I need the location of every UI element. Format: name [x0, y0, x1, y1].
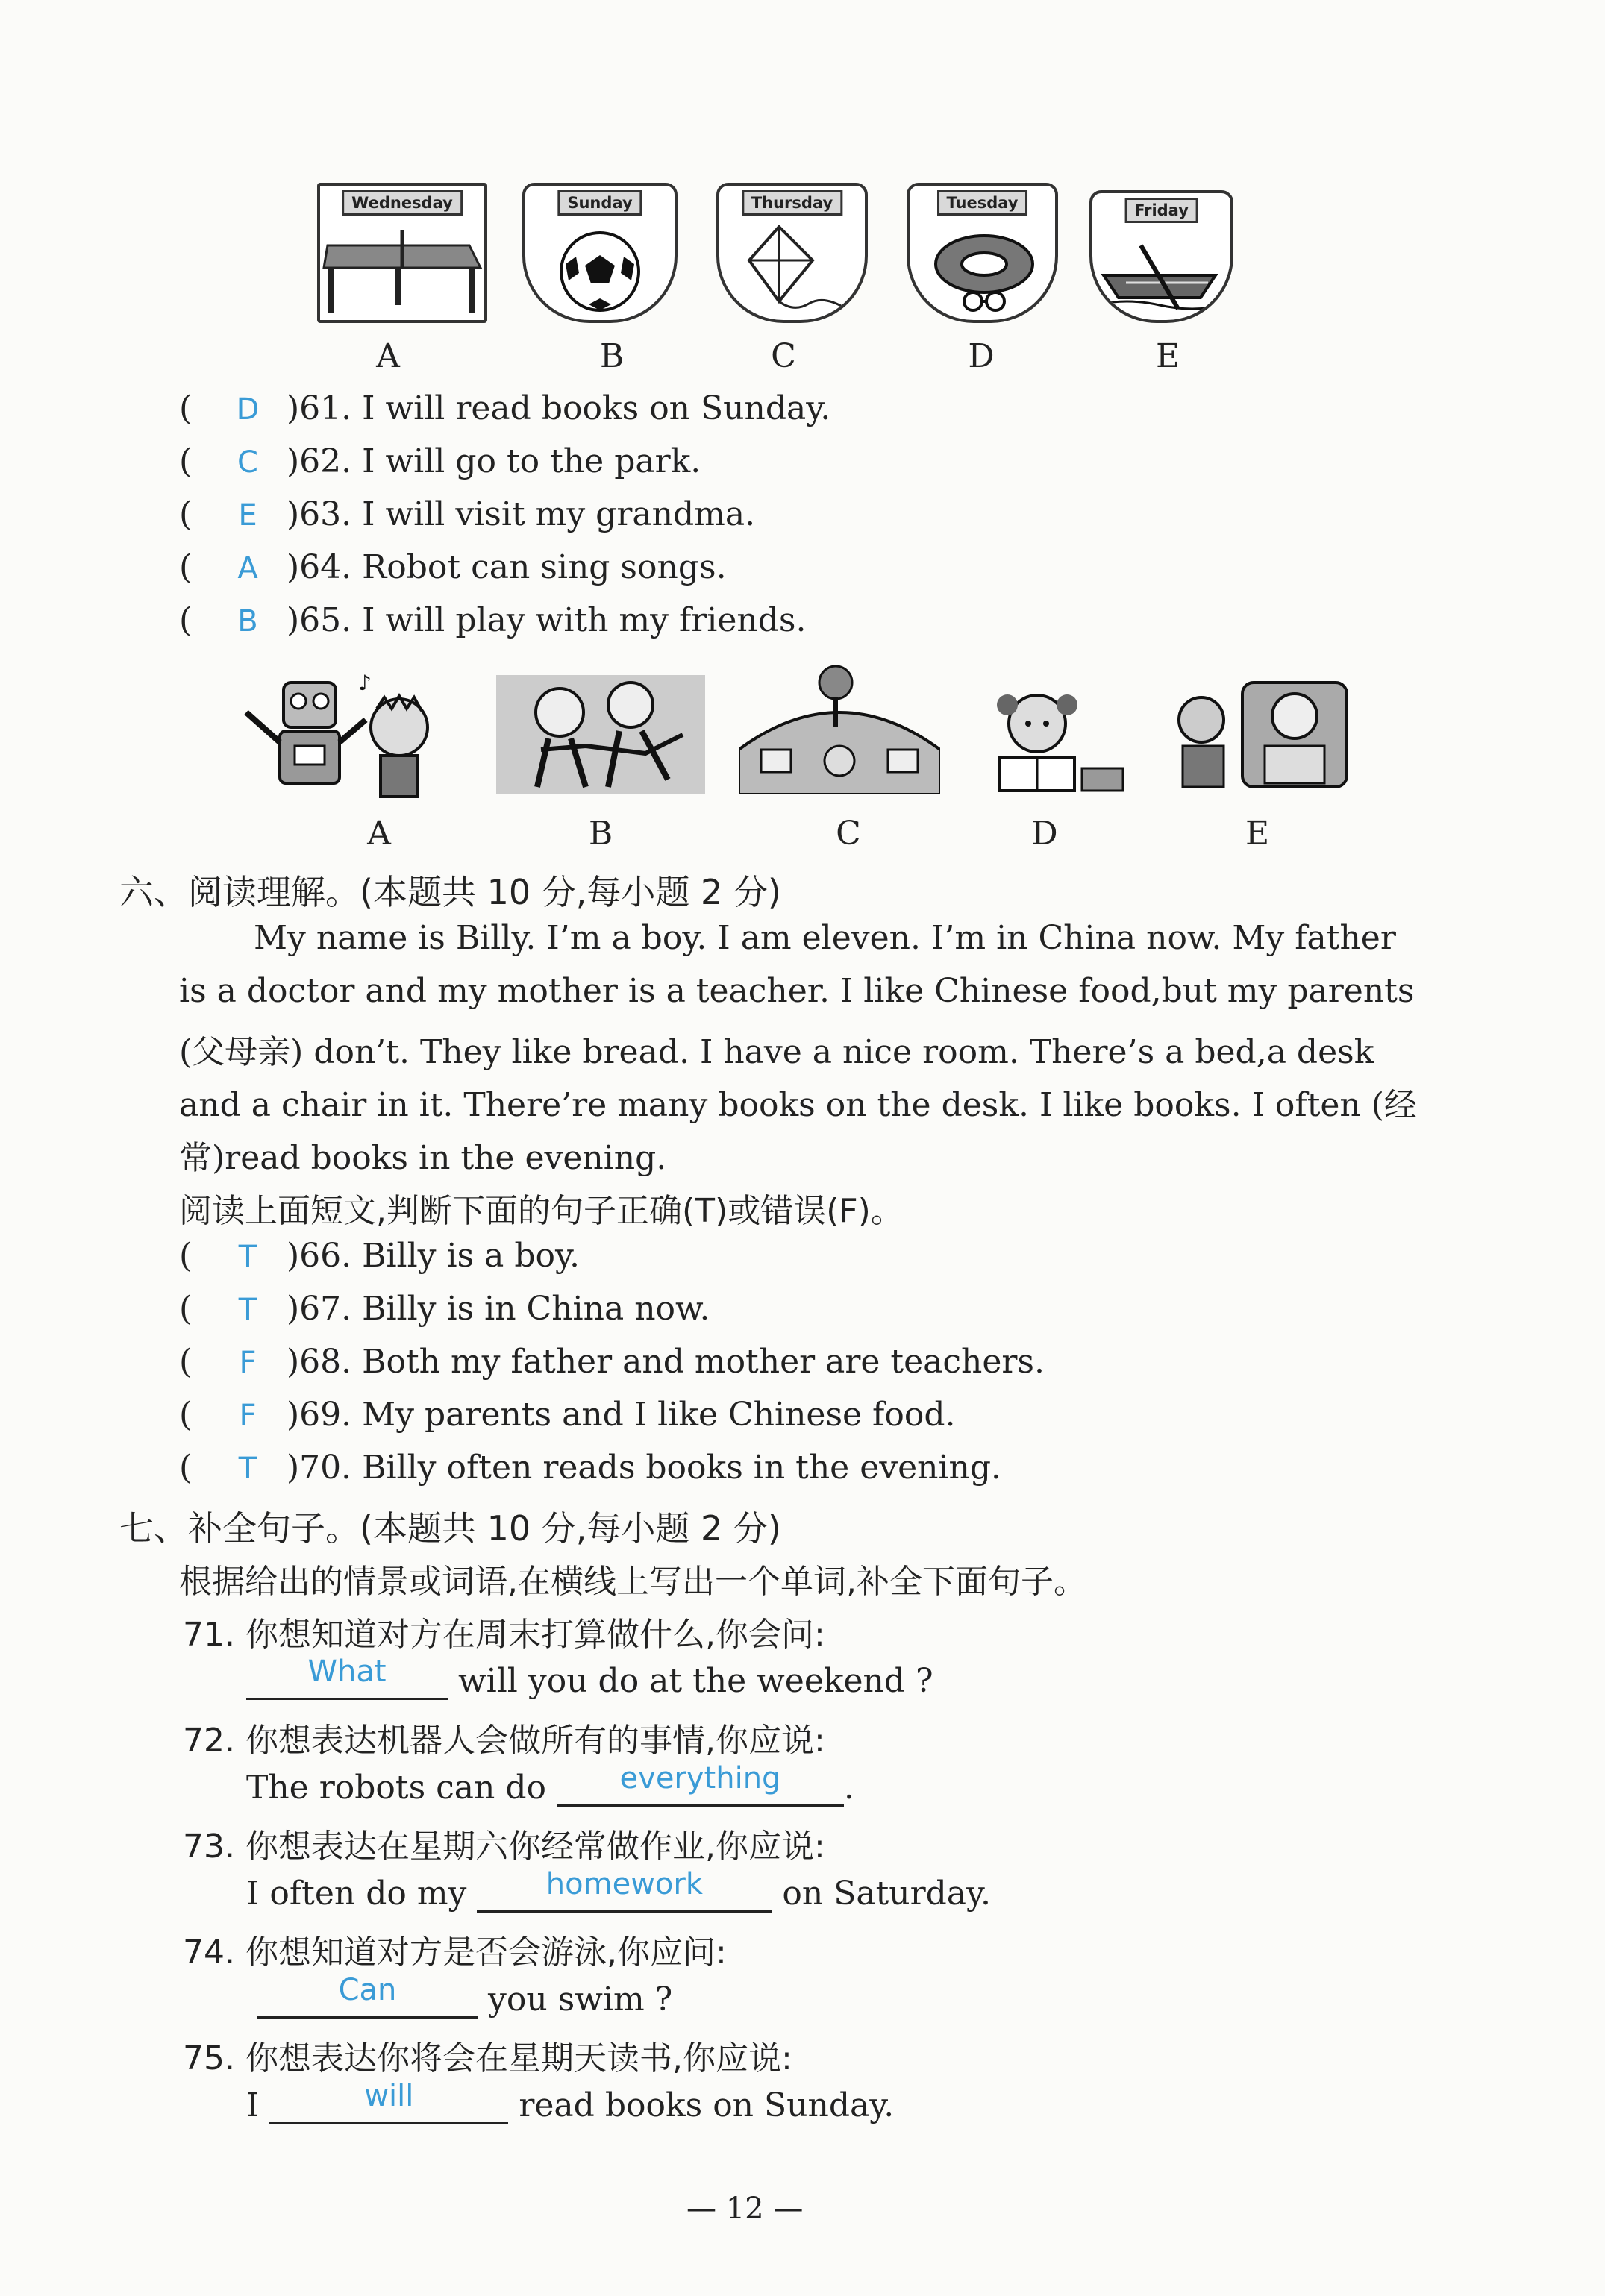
picture-sunday-ball: [522, 183, 678, 323]
paren: (: [179, 548, 193, 586]
blank-71: [246, 1654, 448, 1700]
question-text: )69. My parents and I like Chinese food.: [287, 1396, 956, 1434]
paren: (: [179, 1290, 193, 1328]
park-picture: [739, 660, 940, 794]
answer-62: C: [237, 445, 258, 480]
blank-72: [557, 1761, 844, 1807]
answer-70: T: [238, 1452, 257, 1486]
passage-line-2: is a doctor and my mother is a teacher. I like Chinese food,but my parents: [179, 972, 1415, 1010]
paren: (: [179, 495, 193, 533]
paren: (: [179, 389, 193, 427]
paren: (: [179, 442, 193, 480]
sentence-after: will you do at the weekend ?: [448, 1662, 933, 1700]
question-text: )61. I will read books on Sunday.: [287, 389, 831, 427]
picture-letter-b: B: [599, 337, 625, 375]
question-text: )66. Billy is a boy.: [287, 1237, 581, 1275]
robot-singing-picture: [239, 668, 463, 802]
paren: (: [179, 1343, 193, 1381]
question-text: )65. I will play with my friends.: [287, 601, 807, 639]
sentence-71: [246, 1654, 933, 1700]
girl-reading-picture: [977, 686, 1127, 798]
picture-letter-e: E: [1155, 337, 1180, 375]
svg-text:♪: ♪: [358, 671, 372, 695]
question-70: [179, 1449, 1001, 1487]
question-69: [179, 1396, 955, 1434]
paren: (: [179, 1396, 193, 1434]
answer-73: homework: [545, 1867, 703, 1901]
sentence-before: The robots can do: [246, 1769, 557, 1807]
prompt-72: 72. 你想表达机器人会做所有的事情,你应说:: [183, 1722, 825, 1760]
blank-75: [269, 2079, 508, 2124]
question-text: )64. Robot can sing songs.: [287, 548, 727, 586]
sentence-after: .: [843, 1769, 854, 1807]
picture-wednesday-table: [317, 183, 487, 323]
prompt-75: 75. 你想表达你将会在星期天读书,你应说:: [183, 2039, 792, 2077]
sentence-75: [246, 2079, 895, 2124]
picture-letter-c: C: [771, 337, 796, 375]
paren: (: [179, 1449, 193, 1487]
blank-74: [257, 1973, 478, 2019]
answer-69: F: [239, 1399, 257, 1433]
prompt-71: 71. 你想知道对方在周末打算做什么,你会问:: [183, 1616, 825, 1654]
answer-66: T: [238, 1240, 257, 1274]
question-63: [179, 495, 755, 533]
boat-icon: [1096, 234, 1223, 316]
question-61: [179, 389, 830, 427]
day-tag: Sunday: [557, 190, 642, 216]
section-7-heading: 七、补全句子。(本题共 10 分,每小题 2 分): [119, 1508, 781, 1549]
question-66: [179, 1237, 580, 1275]
question-text: )70. Billy often reads books in the evening.: [287, 1449, 1002, 1487]
answer-72: everything: [619, 1761, 781, 1795]
sentence-before: I often do my: [246, 1875, 478, 1913]
passage-line-3: (父母亲) don’t. They like bread. I have a nice room. There’s a bed,a desk: [179, 1033, 1374, 1071]
day-tag: Tuesday: [937, 190, 1028, 216]
visit-grandma-picture: [1160, 675, 1354, 798]
day-tag: Friday: [1124, 198, 1198, 223]
question-67: [179, 1290, 710, 1328]
day-tag: Wednesday: [342, 190, 463, 216]
section-6-instruction: 阅读上面短文,判断下面的句子正确(T)或错误(F)。: [179, 1192, 904, 1230]
answer-67: T: [238, 1293, 257, 1327]
picture-letter-d: D: [968, 337, 995, 375]
picture-letter-d: D: [1031, 815, 1058, 853]
answer-71: What: [307, 1654, 387, 1689]
page-number: — 12 —: [686, 2192, 804, 2226]
answer-65: B: [237, 604, 258, 639]
sentence-after: on Saturday.: [772, 1875, 992, 1913]
passage-line-5: 常)read books in the evening.: [179, 1139, 667, 1177]
picture-letter-a: A: [376, 337, 400, 375]
answer-74: Can: [338, 1973, 397, 2007]
picture-letter-a: A: [367, 815, 391, 853]
answer-68: F: [239, 1346, 257, 1380]
answer-64: A: [237, 551, 258, 586]
question-text: )67. Billy is in China now.: [287, 1290, 710, 1328]
question-text: )68. Both my father and mother are teachers.: [287, 1343, 1045, 1381]
sentence-after: read books on Sunday.: [508, 2086, 895, 2124]
picture-thursday-kite: [716, 183, 868, 323]
sentence-73: [246, 1867, 992, 1913]
children-playing-picture: [496, 675, 705, 794]
paren: (: [179, 1237, 193, 1275]
prompt-73: 73. 你想表达在星期六你经常做作业,你应说:: [183, 1828, 825, 1866]
day-tag: Thursday: [742, 190, 842, 216]
picture-friday-boat: [1089, 190, 1233, 323]
sentence-after: you swim ?: [478, 1980, 673, 2019]
question-text: )62. I will go to the park.: [287, 442, 701, 480]
kite-icon: [734, 223, 854, 316]
answer-63: E: [238, 498, 257, 533]
picture-letter-e: E: [1245, 815, 1270, 853]
question-68: [179, 1343, 1045, 1381]
soccer-ball-icon: [555, 227, 645, 316]
passage-line-4: and a chair in it. There’re many books on the desk. I like books. I often (经: [179, 1086, 1417, 1124]
question-65: [179, 601, 806, 639]
section-7-instruction: 根据给出的情景或词语,在横线上写出一个单词,补全下面句子。: [179, 1563, 1086, 1601]
section-6-heading: 六、阅读理解。(本题共 10 分,每小题 2 分): [119, 872, 781, 912]
sentence-72: [246, 1761, 854, 1807]
question-text: )63. I will visit my grandma.: [287, 495, 756, 533]
swim-ring-icon: [924, 227, 1044, 316]
answer-75: will: [364, 2079, 414, 2113]
passage-line-1: My name is Billy. I’m a boy. I am eleven. I’m in China now. My father: [254, 919, 1396, 957]
question-62: [179, 442, 701, 480]
picture-tuesday-swim-ring: [907, 183, 1058, 323]
paren: (: [179, 601, 193, 639]
blank-73: [477, 1867, 772, 1913]
prompt-74: 74. 你想知道对方是否会游泳,你应问:: [183, 1933, 727, 1972]
sentence-74: [257, 1973, 673, 2019]
question-64: [179, 548, 727, 586]
sentence-before: I: [246, 2086, 270, 2124]
answer-61: D: [236, 392, 260, 427]
picture-letter-c: C: [836, 815, 861, 853]
ping-pong-table-icon: [320, 223, 484, 320]
picture-letter-b: B: [588, 815, 613, 853]
